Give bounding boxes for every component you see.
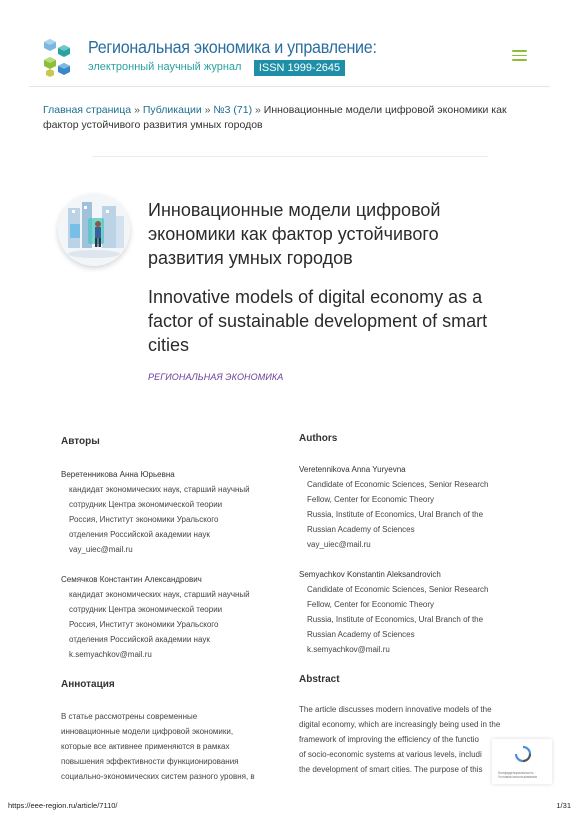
author-info-line: Россия, Институт экономики Уральского [69,515,219,524]
author-block [61,573,281,662]
print-page-count: 1/31 [556,801,571,810]
breadcrumb-issue-link[interactable]: №3 (71) [213,104,253,116]
abstract-line: framework of improving the efficiency of the functio [299,735,479,744]
abstract-line: В статье рассмотрены современные [61,712,198,721]
site-header [0,33,579,85]
author-name: Veretennikova Anna Yuryevna [299,465,406,474]
hamburger-menu-icon[interactable] [512,50,527,62]
recaptcha-icon [514,745,532,763]
author-info [299,477,529,552]
author-info [299,582,529,657]
author-block [299,463,529,552]
abstract-heading-ru: Аннотация [61,679,115,690]
breadcrumb-separator: » [134,104,140,116]
author-info-line: отделения Российской академии наук [69,635,210,644]
author-info [61,587,281,662]
abstract-line: the development of smart cities. The purpose of this [299,765,483,774]
author-email-link[interactable]: vay_uiec@mail.ru [307,540,371,549]
privacy-widget[interactable] [492,739,552,784]
abstract-line: повышения эффективности функционирования [61,757,239,766]
abstract-text-ru [61,709,281,784]
author-email-link[interactable]: k.semyachkov@mail.ru [307,645,390,654]
author-info-line: Russia, Institute of Economics, Ural Branch of the [307,510,484,519]
author-info-line: отделения Российской академии наук [69,530,210,539]
smart-city-illustration-icon [58,194,130,266]
print-url: https://eee-region.ru/article/7110/ [8,801,118,810]
author-email-link[interactable]: k.semyachkov@mail.ru [69,650,152,659]
author-block [299,568,529,657]
site-title[interactable]: Региональная экономика и управление: [88,37,377,57]
author-info-line: кандидат экономических наук, старший научный [69,485,250,494]
author-name: Веретенникова Анна Юрьевна [61,470,175,479]
author-info-line: Fellow, Center for Economic Theory [307,495,435,504]
abstract-line: социально-экономических систем разного уровня, в [61,772,255,781]
breadcrumb [43,103,538,133]
author-info-line: Russian Academy of Sciences [307,630,415,639]
breadcrumb-home-link[interactable]: Главная страница [43,104,132,116]
author-block [61,468,281,557]
author-info-line: Россия, Институт экономики Уральского [69,620,219,629]
authors-heading-ru: Авторы [61,436,100,447]
author-info-line: Fellow, Center for Economic Theory [307,600,435,609]
author-info-line: сотрудник Центра экономической теории [69,500,223,509]
menu-bar [512,50,527,52]
site-subtitle: электронный научный журнал [88,61,242,73]
authors-heading-en: Authors [299,433,338,444]
abstract-line: digital economy, which are increasingly being used in the [299,720,501,729]
breadcrumb-separator: » [255,104,261,116]
category-link[interactable]: РЕГИОНАЛЬНАЯ ЭКОНОМИКА [148,372,284,382]
menu-bar [512,55,527,57]
issn-badge: ISSN 1999-2645 [254,60,345,76]
author-info-line: Candidate of Economic Sciences, Senior Research [307,585,489,594]
abstract-line: инновационные модели цифровой экономики, [61,727,234,736]
author-info [61,482,281,557]
author-info-line: Candidate of Economic Sciences, Senior Research [307,480,489,489]
content-divider [92,156,488,157]
author-name: Semyachkov Konstantin Aleksandrovich [299,570,441,579]
journal-logo-icon[interactable] [42,37,82,79]
article-thumbnail [58,194,130,266]
abstract-line: которые все активнее применяются в рамках [61,742,230,751]
column-ru [61,433,281,784]
breadcrumb-separator: » [204,104,211,116]
abstract-line: The article discusses modern innovative models of the [299,705,492,714]
breadcrumb-publications-link[interactable]: Публикации [142,104,202,116]
article-title-ru: Инновационные модели цифровой экономики как фактор устойчивого развития умных городов [148,200,441,268]
abstract-line: of socio-economic systems at various levels, includi [299,750,482,759]
author-info-line: Russian Academy of Sciences [307,525,415,534]
author-info-line: сотрудник Центра экономической теории [69,605,223,614]
menu-bar [512,59,527,61]
author-info-line: Russia, Institute of Economics, Ural Branch of the [307,615,484,624]
breadcrumb-current: Инновационные модели цифровой экономики как фактор устойчивого развития умных городов [43,104,507,131]
author-email-link[interactable]: vay_uiec@mail.ru [69,545,133,554]
privacy-widget-text: Конфиденциальность · Условия использования [498,771,537,779]
article-title-en: Innovative models of digital economy as a factor of sustainable development of smart cities [148,287,488,355]
author-name: Семячков Константин Александрович [61,575,202,584]
header-divider [29,86,550,87]
column-en [299,433,529,777]
author-info-line: кандидат экономических наук, старший научный [69,590,250,599]
abstract-heading-en: Abstract [299,674,340,685]
